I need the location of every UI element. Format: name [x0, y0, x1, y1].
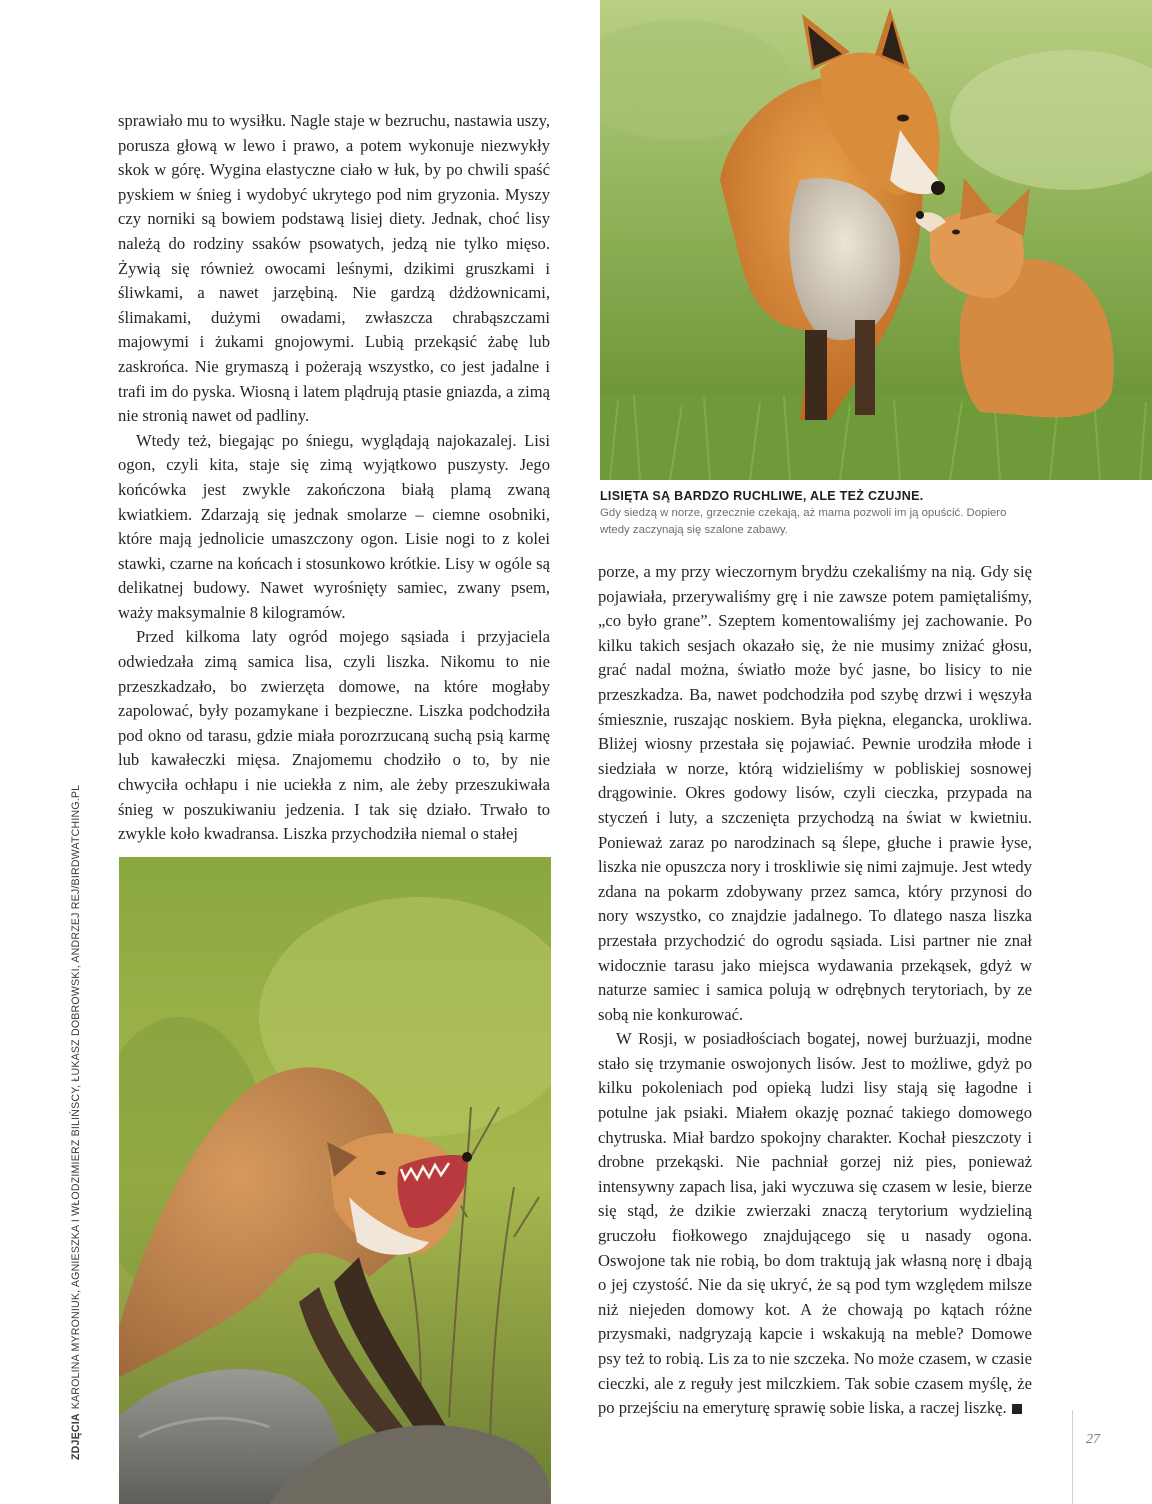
paragraph: porze, a my przy wieczornym brydżu czekaliśmy na nią. Gdy się pojawiała, przerywaliśmy grę i nie zawsze potem pamiętaliśmy, „co było grane”. Szeptem komentowaliśmy jej zachowanie. Po kilku takich sesjach okazało się, że nie musimy zniżać głosu, grać nadal można, światło może być jasne, bo lisicy to nie przeszkadza. Ba, nawet podchodziła pod szybę drzwi i węszyła śmiesznie, ruszając noskiem. Była piękna, elegancka, urokliwa. Bliżej wiosny przestała się pojawiać. Pewnie urodziła młode i siedziała w norze, którą widzieliśmy w pobliskiej sosnowej drągowinie. Okres godowy lisów, czyli cieczka, przypada na styczeń i luty, a szczenięta przychodzą na świat w kwietniu. Ponieważ zaraz po narodzinach są ślepe, głuche i prawie łyse, liszka nie opuszcza nory i troskliwie się nimi zajmuje. Jest wtedy zdana na pokarm zdobywany przez samca, który przynosi do nory wszystko, co znajdzie jadalnego. To dlatego nasza liszka przestała przychodzić do ogrodu sąsiada. Lisi partner nie znał widocznie tarasu jako miejsca wydawania przekąsek, gdyż w naturze samiec i samica polują w odrębnych terytoriach, by ze sobą nie konkurować.	[598, 562, 1032, 1024]
paragraph: Wtedy też, biegając po śniegu, wyglądają najokazalej. Lisi ogon, czyli kita, staje się zimą wyjątkowo puszysty. Jego końcówka jest zwykle zakończona białą plamą zwaną kwiatkiem. Zdarzają się jednak smolarze – ciemne osobniki, które mają jednolicie umaszczony ogon. Lisie nogi to z kolei stawki, czarne na końcach i stosunkowo krótkie. Lisy w ogóle są delikatnej budowy. Nawet wyrośnięty samiec, zwany psem, waży maksymalnie 8 kilogramów.	[118, 430, 550, 622]
photo-credits	[70, 785, 82, 1460]
page-number: 27	[1086, 1432, 1100, 1447]
end-of-article-mark	[1012, 1404, 1022, 1414]
caption-body: Gdy siedzą w norze, grzecznie czekają, aż mama pozwoli im ją opuścić. Dopiero wtedy zaczynają się szalone zabawy.	[600, 507, 1007, 536]
page-number-divider	[1072, 1410, 1073, 1504]
paragraph: Przed kilkoma laty ogród mojego sąsiada i przyjaciela odwiedzała zimą samica lisa, czyli liszka. Nikomu to nie przeszkadzało, bo zwierzęta domowe, na które mogłaby zapolować, były pozamykane i bezpieczne. Liszka podchodziła pod okno od tarasu, gdzie miała porozrzucaną suchą psią karmę lub kawałeczki mięsa. Znajomemu chodziło o to, by nie chwyciła ochłapu i nie uciekła z nim, ale żeby przeszukiwała śnieg w poszukiwaniu jedzenia. I tak się działo. Trwało to zwykle koło kwadransa. Liszka przychodziła niemal o stałej	[118, 627, 550, 844]
caption-title: LISIĘTA SĄ BARDZO RUCHLIWE, ALE TEŻ CZUJNE.	[600, 489, 924, 503]
paragraph-final	[598, 1027, 1032, 1421]
credits-label: ZDJĘCIA	[70, 1413, 82, 1460]
article-column-left	[118, 109, 550, 847]
photo-fox-with-cub	[600, 0, 1152, 480]
article-column-right	[598, 560, 1032, 1421]
paragraph-text: W Rosji, w posiadłościach bogatej, nowej burżuazji, modne stało się trzymanie oswojonych lisów. Jest to możliwe, gdyż po kilku pokoleniach pod opieką ludzi lisy stają się łagodne i potulne jak psiaki. Miałem okazję poznać takiego domowego chytruska. Miał bardzo spokojny charakter. Kochał pieszczoty i drobne przekąski. Nie pachniał gorzej niż pies, ponieważ intensywny zapach lisa, jaki wyczuwa się czasem w lesie, bierze się stąd, że dzikie zwierzaki znaczą terytorium wydzieliną gruczołu fiołkowego znajdującego się u nasady ogona. Oswojone tak nie robią, bo dom traktują jak własną norę i dbają o jej czystość. Nie da się ukryć, że są pod tym względem milsze niż niejeden domowy kot. A że chowają po kątach różne przysmaki, nadgryzają kapcie i wskakują na meble? Domowe psy też to robią. Lis za to nie szczeka. No może czasem, w czasie cieczki, ale z reguły jest milczkiem. Tak sobie czasem myślę, że po przejściu na emeryturę sprawię sobie liska, a raczej liszkę.	[598, 1029, 1033, 1418]
photo-caption	[600, 487, 1020, 539]
paragraph: sprawiało mu to wysiłku. Nagle staje w bezruchu, nastawia uszy, porusza głową w lewo i prawo, a potem wykonuje niezwykły skok w górę. Wygina elastyczne ciało w łuk, by po chwili spaść pyskiem w śnieg i wydobyć ukrytego pod nim gryzonia. Myszy czy norniki są bowiem podstawą lisiej diety. Jednak, choć lisy należą do rodziny ssaków psowatych, jedzą nie tylko mięso. Żywią się również owocami leśnymi, dzikimi gruszkami i śliwkami, a nawet jarzębiną. Nie gardzą dżdżownicami, ślimakami, dużymi owadami, zwłaszcza chrabąszczami majowymi i żukami gnojowymi. Lubią przekąsić żabę lub zaskrońca. Nie grymaszą i pożerają wszystko, co jest jadalne i trafi im do pyska. Wiosną i latem plądrują ptasie gniazda, a zimą nie stronią nawet od padliny.	[118, 111, 550, 426]
photo-yawning-fox	[119, 857, 551, 1504]
credits-names: KAROLINA MYRONIUK, AGNIESZKA I WŁODZIMIERZ BILIŃSCY, ŁUKASZ DOBROWSKI, ANDRZEJ REJ/BIRDWATCHING.PL	[70, 784, 82, 1410]
